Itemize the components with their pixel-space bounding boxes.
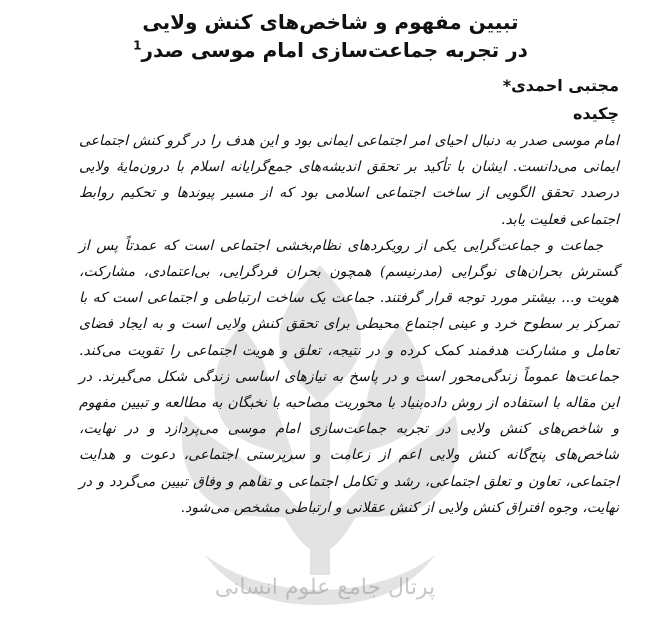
abstract-paragraph-2: جماعت و جماعت‌گرایی یکی از رویکردهای نظام‌بخشی اجتماعی است که عمدتاً پس از گسترش بحران‌های نوگرایی (مدرنیسم) همچون بحران فردگرایی، بی‌اعتمادی، مشارکت، هویت و... بیشتر مورد توجه قرار گرفتند. جماعت یک ساخت ارتباطی و اجتماعی است که با تمرکز بر سطوح خرد و عینی اجتماع محیطی برای تحقق کنش ولایی است و به ایجاد فضای تعامل و مشارکت هدفمند کمک کرده و در نتیجه، تعلق و هویت اجتماعی را تقویت می‌کند. جماعت‌ها عموماً زندگی‌محور است و در پاسخ به نیازهای اساسی زندگی شکل می‌گیرند. در این مقاله با استفاده از روش داده‌بنیاد با محوریت مصاحبه با نخبگان به مطالعه و تبیین مفهوم و شاخص‌های کنش ولایی در تجربه جماعت‌سازی امام موسی می‌پردازد و در نهایت، شاخص‌های پنج‌گانه کنش ولایی اعم از زعامت و سرپرستی اجتماعی، دعوت و هدایت اجتماعی، تعاون و تعلق اجتماعی، رشد و تکامل اجتماعی و تفاهم و وفاق تبیین می‌گردد و در نهایت، وجوه افتراق کنش ولایی از کنش عقلانی و ارتباطی مشخص می‌شود.	[79, 237, 619, 516]
article-title-line-1: تبیین مفهوم و شاخص‌های کنش ولایی	[142, 10, 519, 34]
author-name: مجتبی احمدی*	[502, 76, 619, 95]
abstract-heading: چکیده	[572, 104, 619, 123]
article-title-line-2-text: در تجربه جماعت‌سازی امام موسی صدر	[141, 38, 528, 62]
watermark-text: پرتال جامع علوم انسانی	[214, 575, 436, 600]
article-title-line-2	[0, 38, 661, 62]
abstract-body	[79, 128, 619, 521]
title-footnote-mark: 1	[133, 38, 142, 53]
abstract-paragraph-1: امام موسی صدر به دنبال احیای امر اجتماعی ایمانی بود و این هدف را در گرو کنش اجتماعی ایمانی می‌دانست. ایشان با تأکید بر تحقق اندیشه‌های جمع‌گرایانه اسلام با درون‌مایهٔ ولایی درصدد تحقق الگویی از ساخت اجتماعی اسلامی بود که از مسیر پیوندها و تحکیم روابط اجتماعی فعلیت یابد.	[79, 133, 619, 228]
